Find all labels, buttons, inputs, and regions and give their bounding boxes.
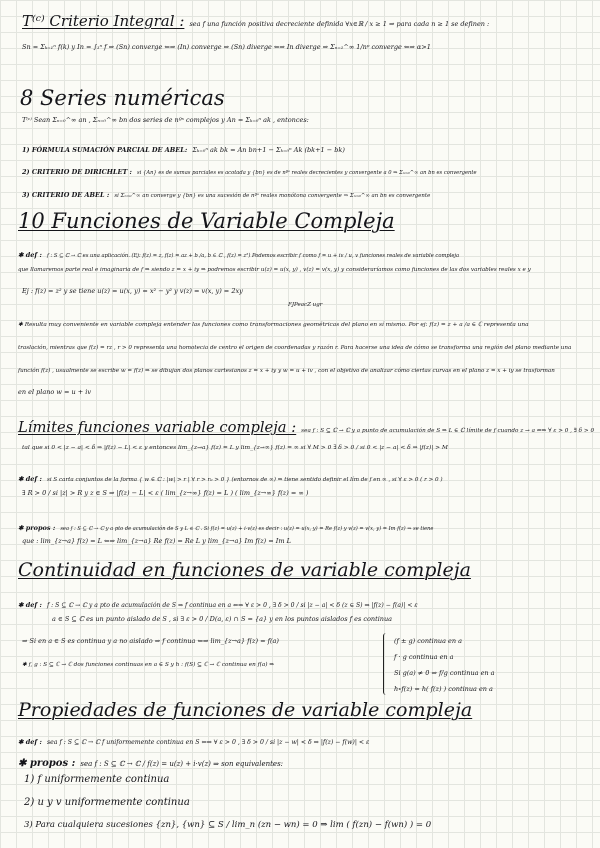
limites-line1: sea f : S ⊆ ℂ → ℂ y a punto de acumulación de S ⇒ L ∈ ℂ límite de f cuando z → a ⇐⇒ ∀ ε > 0 , ∃ δ > 0 bbox=[301, 428, 595, 434]
criterio-integral-line1: sea f una función positiva decreciente definida ∀x∈ℝ / x ≥ 1 ⇒ para cada n ≥ 1 se definen : bbox=[189, 20, 490, 28]
limites-propos-label: ✱ propos : bbox=[18, 524, 56, 532]
criterio-integral-title: T⁽ᶜ⁾ Criterio Integral : bbox=[22, 12, 185, 30]
resulta-line2: traslación, mientras que f(z) = rz , r > 0 representa una homotecia de centro el origen de coordenadas y razón r. Para hacerse una idea de cómo se transforma una región del plano mediante una bbox=[18, 345, 572, 351]
limites-line2: tal que si 0 < |z − a| < δ ⇒ |f(z) − L| < ε y entonces lim_{z→a} f(z) = L y lim_{z→∞} f(z) = ∞ si ∀ M > 0 ∃ δ > 0 / si 0 < |z − a| < δ ⇒ |f(z)| > M bbox=[22, 445, 448, 451]
resulta-line4: en el plano w = u + iv bbox=[18, 388, 92, 396]
funciones-title: 10 Funciones de Variable Compleja bbox=[18, 209, 395, 233]
signature-watermark: FJPeacZ ugr bbox=[288, 302, 323, 308]
continuidad-brace4: h∘f(z) = h( f(z) ) continua en a bbox=[394, 685, 493, 693]
propiedades-propos-label: ✱ propos : bbox=[18, 758, 76, 769]
funciones-example: Ej : f(z) = z² y se tiene u(z) = u(x, y) = x² − y² y v(z) = v(x, y) = 2xy bbox=[22, 287, 243, 295]
propiedades-title: Propiedades de funciones de variable compleja bbox=[18, 699, 473, 721]
continuidad-def-line4: ✱ f, g : S ⊆ ℂ → ℂ dos funciones continuas en a ∈ S y h : f(S) ⊆ ℂ → ℂ continua en f(a) ⇒ bbox=[22, 662, 275, 668]
dirichlet-label: 2) CRITERIO DE DIRICHLET : bbox=[22, 168, 132, 176]
dirichlet-text: si {An} es de sumas parciales es acotada y {bn} es de nºˢ reales decrecientes y convergente a 0 ⇒ Σₙ₌₀^∞ an bn es convergente bbox=[137, 170, 477, 176]
propiedades-item2: 2) u y v uniformemente continua bbox=[24, 797, 190, 808]
limites-def-line1: si S carta conjuntos de la forma { w ∈ ℂ : |w| > r | ∀ r > r₀ > 0 } (entornos de ∞) ⇒ tiene sentido definir el lím de f en ∞ , si ∀ ε > 0 ( r > 0 ) bbox=[46, 477, 443, 483]
continuidad-def-line2: a ∈ S ⊆ ℂ es un punto aislado de S , si ∃ ε > 0 / D(a, ε) ∩ S = {a} y en los puntos aislados f es continua bbox=[52, 615, 393, 623]
funciones-def-line1: f : S ⊆ ℂ → ℂ es una aplicación. (Ej: f(z) = z, f(z) = az + b /a, b ∈ ℂ , f(z) = z²) Podemos escribir f como f = u + iv / u, v funciones reales de variable compleja bbox=[46, 253, 460, 259]
abel-criterion-text: si Σₙ₌₀^∞ an converge y {bn} es una sucesión de nºˢ reales monótona convergente ⇒ Σₙ₌₀^∞ an bn es convergente bbox=[114, 193, 431, 199]
criterio-integral-line2: Sn = Σₖ₌₁ⁿ f(k) y In = ∫₁ⁿ f ⇒ (Sn) converge ⇐⇒ (In) converge ⇒ (Sn) diverge ⇐⇒ In diverge ⇒ Σₙ₌₁^∞ 1/nᵖ converge ⇐⇒ α>1 bbox=[22, 43, 431, 51]
continuidad-brace1: (f ± g) continua en a bbox=[394, 637, 463, 645]
properties-brace bbox=[383, 633, 390, 695]
propiedades-propos-line: sea f : S ⊆ ℂ → ℂ / f(z) = u(z) + i·v(z) ⇒ son equivalentes: bbox=[80, 760, 284, 768]
continuidad-def-line1: f : S ⊆ ℂ → ℂ y a pto de acumulación de S ⇒ f continua en a ⇐⇒ ∀ ε > 0 , ∃ δ > 0 / si |z − a| < δ (z ∈ S) ⇒ |f(z) − f(a)| < ε bbox=[46, 602, 418, 609]
limites-def-label: ✱ def : bbox=[18, 475, 42, 483]
limites-propos-line1: sea f : S ⊆ ℂ → ℂ y a pto de acumulación de S y L ∈ ℂ . Si f(z) = u(z) + i·v(z) es decir : u(z) = u(x, y) = Re f(z) y v(z) = v(x, y) = Im f(z) ⇒ se tiene bbox=[60, 526, 434, 532]
abel-formula-label: 1) FÓRMULA SUMACIÓN PARCIAL DE ABEL: bbox=[22, 146, 188, 154]
series-intro: T⁽ᶜ⁾ Sean Σₙ₌₀^∞ an , Σₙ₌₀^∞ bn dos series de nºˢ complejos y An = Σₖ₌₀ⁿ ak , entonces: bbox=[22, 116, 309, 124]
propiedades-item1: 1) f uniformemente continua bbox=[24, 774, 170, 785]
series-numericas-title: 8 Series numéricas bbox=[20, 86, 225, 110]
continuidad-brace2: f · g continua en a bbox=[394, 653, 454, 661]
limites-def-line2: ∃ R > 0 / si |z| > R y z ∈ S ⇒ |f(z) − L| < ε ( lim_{z→∞} f(z) = L ) ( lim_{z→∞} f(z) = ∞ ) bbox=[22, 489, 309, 497]
continuidad-title: Continuidad en funciones de variable compleja bbox=[18, 559, 471, 581]
resulta-line1: ✱ Resulta muy conveniente en variable compleja entender las funciones como transformaciones geométricas del plano en sí mismo. Por ej: f(z) = z + a /a ∈ ℂ representa una bbox=[18, 322, 529, 328]
funciones-def-label: ✱ def : bbox=[18, 251, 42, 259]
propiedades-def-line: sea f : S ⊆ ℂ → ℂ f uniformemente continua en S ⇐⇒ ∀ ε > 0 , ∃ δ > 0 / si |z − w| < δ ⇒ |f(z) − f(w)| < ε bbox=[46, 739, 370, 746]
continuidad-def-label: ✱ def : bbox=[18, 601, 42, 609]
resulta-line3: función f(z) , usualmente se escribe w = f(z) ⇒ se dibujan dos planos cartesianos z = x + iy y w = u + iv , con el objetivo de analizar cómo ciertas curvas en el plano z = x + iy se trasforman bbox=[18, 368, 555, 374]
limites-propos-line2: que : lim_{z→a} f(z) = L ⇐⇒ lim_{z→a} Re f(z) = Re L y lim_{z→a} Im f(z) = Im L bbox=[22, 537, 291, 545]
continuidad-def-line3: ⇒ Si en a ∈ S es continua y a no aislado ⇒ f continua ⇐⇒ lim_{z→a} f(z) = f(a) bbox=[22, 637, 279, 645]
abel-criterion-label: 3) CRITERIO DE ABEL : bbox=[22, 191, 110, 199]
funciones-def-line2: que llamaremos parte real e imaginaria de f ⇒ siendo z = x + iy ⇒ podremos escribir u(z) = u(x, y) , v(z) = v(x, y) y consideraríamos como funciones de las dos variables reales x e y bbox=[18, 267, 531, 273]
continuidad-brace3: Si g(a) ≠ 0 ⇒ f/g continua en a bbox=[394, 669, 495, 677]
propiedades-def-label: ✱ def : bbox=[18, 738, 42, 746]
limites-title: Límites funciones variable compleja : bbox=[18, 418, 297, 436]
propiedades-item3: 3) Para cualquiera sucesiones {zn}, {wn} ⊆ S / lim_n (zn − wn) = 0 ⇒ lim ( f(zn) − f(wn) ) = 0 bbox=[24, 820, 432, 830]
abel-formula-text: Σₖ₌₀ⁿ ak bk = An bn+1 − Σₖ₌₀ⁿ Ak (bk+1 − bk) bbox=[192, 146, 345, 154]
